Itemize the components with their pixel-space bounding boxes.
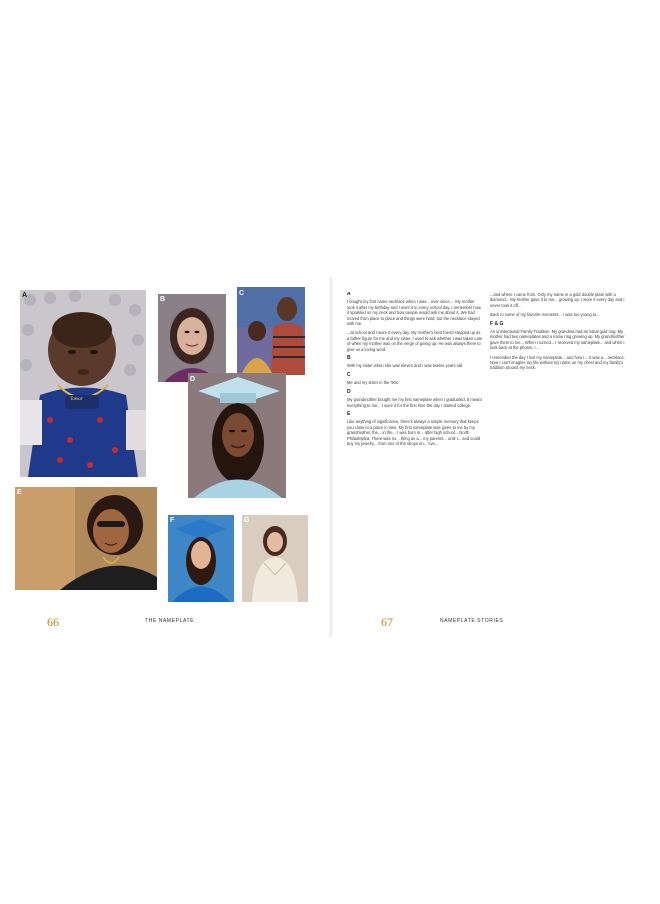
- photo-d-graduation: [188, 373, 286, 498]
- page-number-right: 67: [381, 615, 393, 629]
- paragraph: Back to some of my favorite moments... I was too young to...: [490, 312, 600, 318]
- photo-label-d: D: [190, 376, 196, 383]
- paragraph: Me and my sister in the '90s.: [347, 380, 399, 386]
- paragraph: An unintentional Family Tradition. My grandma had an initial gold ring. My mother had two nameplates and a name ring growing up. My grandmother gave them to me... When I turned... I received my nameplate... and when I look back at the photos, I...: [490, 329, 625, 351]
- text-column-1: [347, 292, 483, 602]
- section-head: F & G: [490, 320, 504, 327]
- photo-f-blue-graduation: [168, 515, 234, 602]
- paragraph: With my sister when she was eleven and I was twelve years old.: [347, 363, 464, 369]
- section-head: C: [347, 371, 351, 378]
- section-head: D: [347, 388, 351, 395]
- photo-label-c: C: [239, 290, 245, 297]
- paragraph: I bought my first name necklace when I was... ever since.... My mother took it after my birthday and I wore it to every school day. I remember how it sparkled on my neck and how people would ask me about it. We had moved from place to place and things were hard, but the necklace stayed with me.: [347, 299, 481, 327]
- section-head: E: [347, 410, 351, 417]
- photo-label-e: E: [17, 489, 22, 496]
- photo-label-f: F: [170, 517, 175, 524]
- necklace-text: Tamar: [70, 397, 83, 402]
- book-gutter: [328, 277, 334, 637]
- photo-label-g: G: [244, 517, 250, 524]
- text-column-2: [490, 292, 626, 552]
- photo-e-young-woman: [15, 487, 157, 590]
- section-head: A: [347, 292, 351, 297]
- photo-label-a: A: [22, 292, 28, 299]
- paragraph: ...at school and I wore it every day. My mother's best friend stepped up as a father figure for me and my sister. I used to ask whether I was taken care of when my mother was on the verge of giving up. He was always there to give us a loving word.: [347, 330, 483, 352]
- paragraph: Like anything of significance, there's always a simple memory that keeps you close to a place in time. My first nameplate was given to me by my grandmother, the... in the... I was born in... after high school... North Philadelphia. There was no... thing as a... my parents... until I... and could buy my jewelry... from one of the shops on... Ave...: [347, 419, 481, 446]
- running-head-right: NAMEPLATE STORIES: [440, 618, 504, 624]
- page-number-left: 66: [47, 615, 59, 629]
- paragraph: ...and where I came from. Only my name in a gold double plate with a diamond... My mother gave it to me... growing up. I wore it every day and I never took it off...: [490, 292, 625, 308]
- running-head-left: THE NAMEPLATE: [145, 618, 195, 624]
- photo-label-b: B: [160, 296, 166, 303]
- photo-c-siblings: [237, 287, 305, 375]
- photo-a-baby: [20, 290, 146, 477]
- section-head: B: [347, 355, 351, 362]
- paragraph: I remember the day I lost my nameplate... and how I... It was a... necklace. Now I can't imagine my life without my name on my chest and my family's tradition around my neck.: [490, 354, 625, 371]
- photo-b-girl-portrait: [158, 294, 226, 382]
- paragraph: My grandmother bought me my first nameplate when I graduated. It meant everything to me... I wore it for the first time the day I started college.: [347, 397, 482, 408]
- photo-g-girl-dress: [242, 515, 308, 602]
